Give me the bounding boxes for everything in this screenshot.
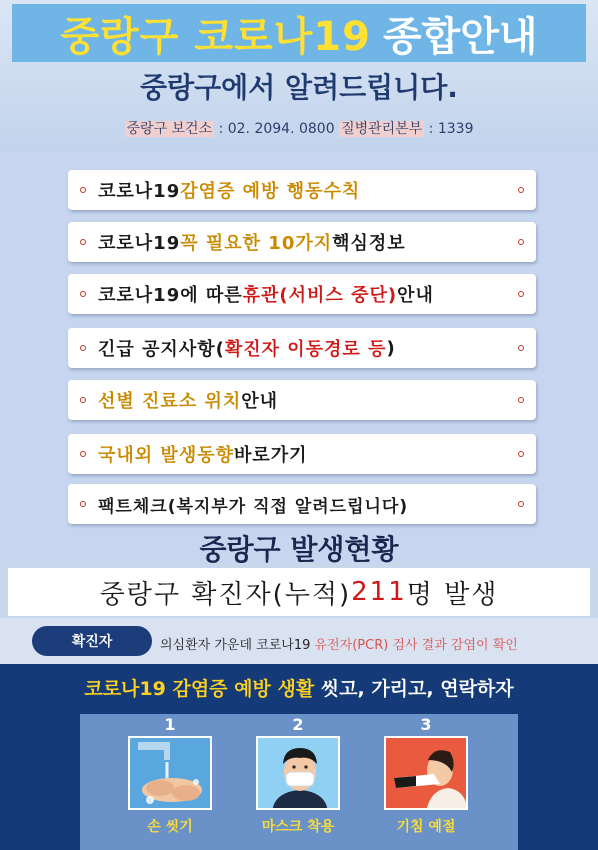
menu-item-prevention-rules[interactable] [68,170,536,210]
menu-area [0,152,598,562]
step-number: 1 [164,715,176,734]
bullet-icon [80,187,86,193]
menu-item-label-highlight: 확진자 이동경로 등 [224,339,387,360]
menu-item-emergency-notice[interactable] [68,328,536,368]
menu-item-label: 코로나19에 따른 [98,285,243,306]
bullet-icon [518,187,524,193]
step-label: 마스크 착용 [261,819,335,835]
bullet-icon [518,239,524,245]
contact-label-health-center: 중랑구 보건소 [126,121,213,137]
definition-row [0,618,598,664]
bullet-icon [80,239,86,245]
prevention-slogan [0,674,598,701]
slogan-highlight: 코로나19 감염증 예방 생활 [84,678,315,700]
menu-item-label: 핵심정보 [332,233,406,254]
bullet-icon [518,451,524,457]
bullet-icon [80,345,86,351]
step-number: 3 [420,715,432,734]
bullet-icon [80,451,86,457]
step-mask [248,714,348,836]
bullet-icon [518,501,524,507]
bullet-icon [518,397,524,403]
confirmed-definition [160,634,518,653]
contact-phone-kcdc[interactable]: : 1339 [424,121,474,137]
cough-icon [384,736,468,810]
menu-item-label: ) [386,337,396,359]
slogan-text: 씻고, 가리고, 연락하자 [314,678,514,700]
title-sub: 종합안내 [382,13,538,60]
menu-item-outbreak-trends[interactable] [68,434,536,474]
mask-icon [256,736,340,810]
contact-info [0,118,598,138]
menu-item-label: 팩트체크(복지부가 직접 알려드립니다) [98,496,409,517]
status-title: 중랑구 발생현황 [199,533,399,566]
confirmed-badge: 확진자 [32,626,152,656]
bullet-icon [80,397,86,403]
definition-text: 의심환자 가운데 코로나19 [160,638,315,653]
menu-item-screening-clinic[interactable] [68,380,536,420]
subtitle: 중랑구에서 알려드립니다. [140,71,458,104]
case-count-prefix: 중랑구 확진자(누적) [99,579,352,610]
menu-item-label: 코로나19 [98,181,181,202]
header [0,0,598,152]
handwashing-icon [128,736,212,810]
menu-item-label: 코로나19 [98,233,181,254]
menu-item-label: 안내 [397,285,434,306]
bullet-icon [80,501,86,507]
menu-item-label-highlight: 선별 진료소 위치 [98,391,242,412]
contact-label-kcdc: 질병관리본부 [341,121,423,137]
step-number: 2 [292,715,304,734]
prevention-steps-panel [80,714,518,850]
definition-text-highlight: 유전자(PCR) 검사 결과 감염이 확인 [314,638,518,653]
menu-item-label: 안내 [241,391,279,412]
menu-item-label: 긴급 공지사항( [98,339,225,360]
bullet-icon [80,291,86,297]
prevention-section [0,664,598,850]
menu-item-label-highlight: 감염증 예방 행동수칙 [180,181,361,202]
case-count-number: 211 [351,577,407,607]
step-label: 기침 예절 [396,819,456,835]
menu-item-label-highlight: 휴관(서비스 중단) [242,285,398,306]
menu-item-key-info[interactable] [68,222,536,262]
menu-item-label: 바로가기 [233,445,308,466]
bullet-icon [518,345,524,351]
menu-item-label-highlight: 국내외 발생동향 [98,445,234,466]
menu-item-closure-notice[interactable] [68,274,536,314]
step-handwashing [120,714,220,836]
menu-item-fact-check[interactable] [68,484,536,524]
contact-phone-health-center[interactable]: : 02. 2094. 0800 [214,121,340,137]
title-banner [12,4,586,62]
bullet-icon [518,291,524,297]
step-cough-etiquette [376,714,476,836]
case-count-suffix: 명 발생 [406,579,499,610]
case-count-box [8,568,590,616]
step-label: 손 씻기 [147,819,193,835]
title-main: 중랑구 코로나19 [60,13,371,60]
menu-item-label-highlight: 꼭 필요한 10가지 [180,233,333,254]
